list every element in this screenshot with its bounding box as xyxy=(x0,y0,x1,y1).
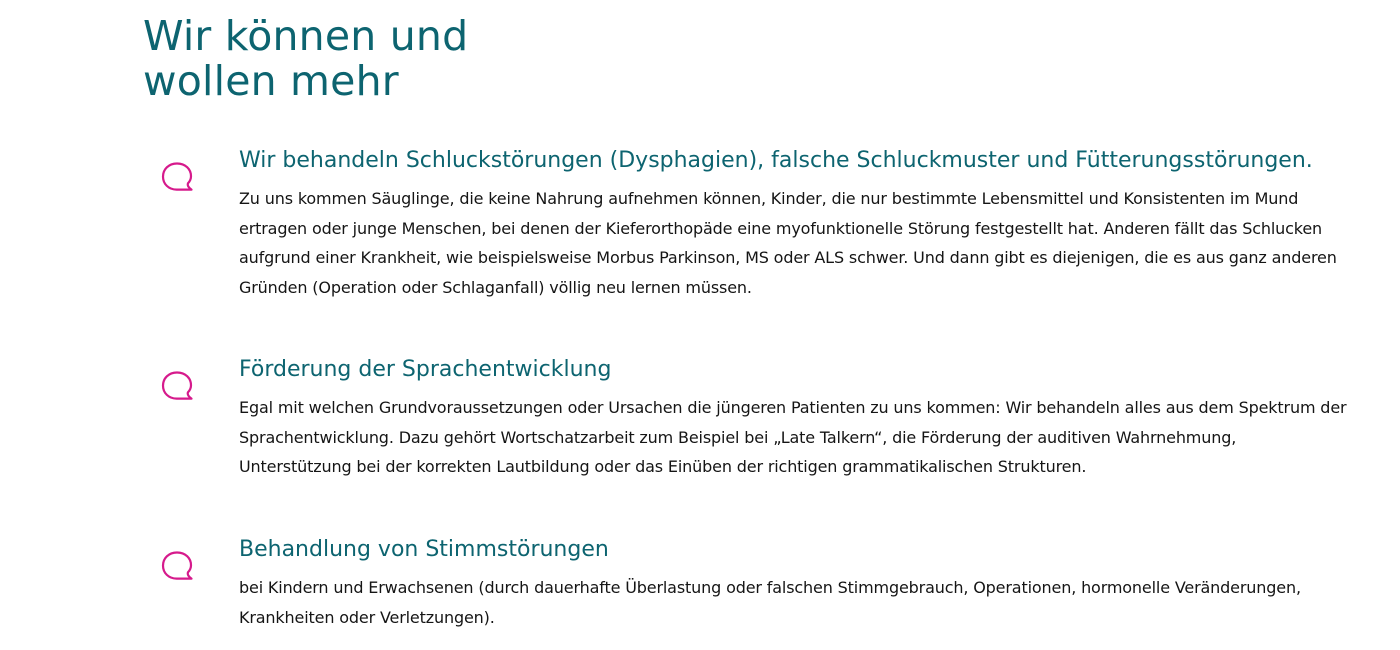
page-title-line-1: Wir können und xyxy=(143,12,469,60)
service-heading: Förderung der Sprachentwicklung xyxy=(239,357,612,382)
service-description: Zu uns kommen Säuglinge, die keine Nahrung aufnehmen können, Kinder, die nur bestimmte Lebensmittel und Konsistenten im Mund ertragen oder junge Menschen, bei denen der Kieferorthopäde eine myofunktionelle Störung festgestellt hat. Anderen fällt das Schlucken aufgrund einer Krankheit, wie beispielsweise Morbus Parkinson, MS oder ALS schwer. Und dann gibt es diejenigen, die es aus ganz anderen Gründen (Operation oder Schlaganfall) völlig neu lernen müssen. xyxy=(239,189,1337,297)
speech-bubble-icon xyxy=(160,369,194,403)
service-heading: Wir behandeln Schluckstörungen (Dysphagien), falsche Schluckmuster und Fütterungsstörungen. xyxy=(239,148,1313,173)
service-text xyxy=(239,535,1349,632)
service-text xyxy=(239,146,1349,302)
service-text xyxy=(239,355,1349,482)
speech-bubble-icon xyxy=(160,160,194,194)
service-description: Egal mit welchen Grundvoraussetzungen oder Ursachen die jüngeren Patienten zu uns kommen: Wir behandeln alles aus dem Spektrum der Sprachentwicklung. Dazu gehört Wortschatzarbeit zum Beispiel bei „Late Talkern“, die Förderung der auditiven Wahrnehmung, Unterstützung bei der korrekten Lautbildung oder das Einüben der richtigen grammatikalischen Strukturen. xyxy=(239,398,1347,476)
page-title-line-2: wollen mehr xyxy=(143,57,399,105)
speech-bubble-icon xyxy=(160,549,194,583)
service-heading: Behandlung von Stimmstörungen xyxy=(239,537,609,562)
service-description: bei Kindern und Erwachsenen (durch dauerhafte Überlastung oder falschen Stimmgebrauch, Operationen, hormonelle Veränderungen, Krankheiten oder Verletzungen). xyxy=(239,578,1301,627)
page-title xyxy=(143,14,468,104)
